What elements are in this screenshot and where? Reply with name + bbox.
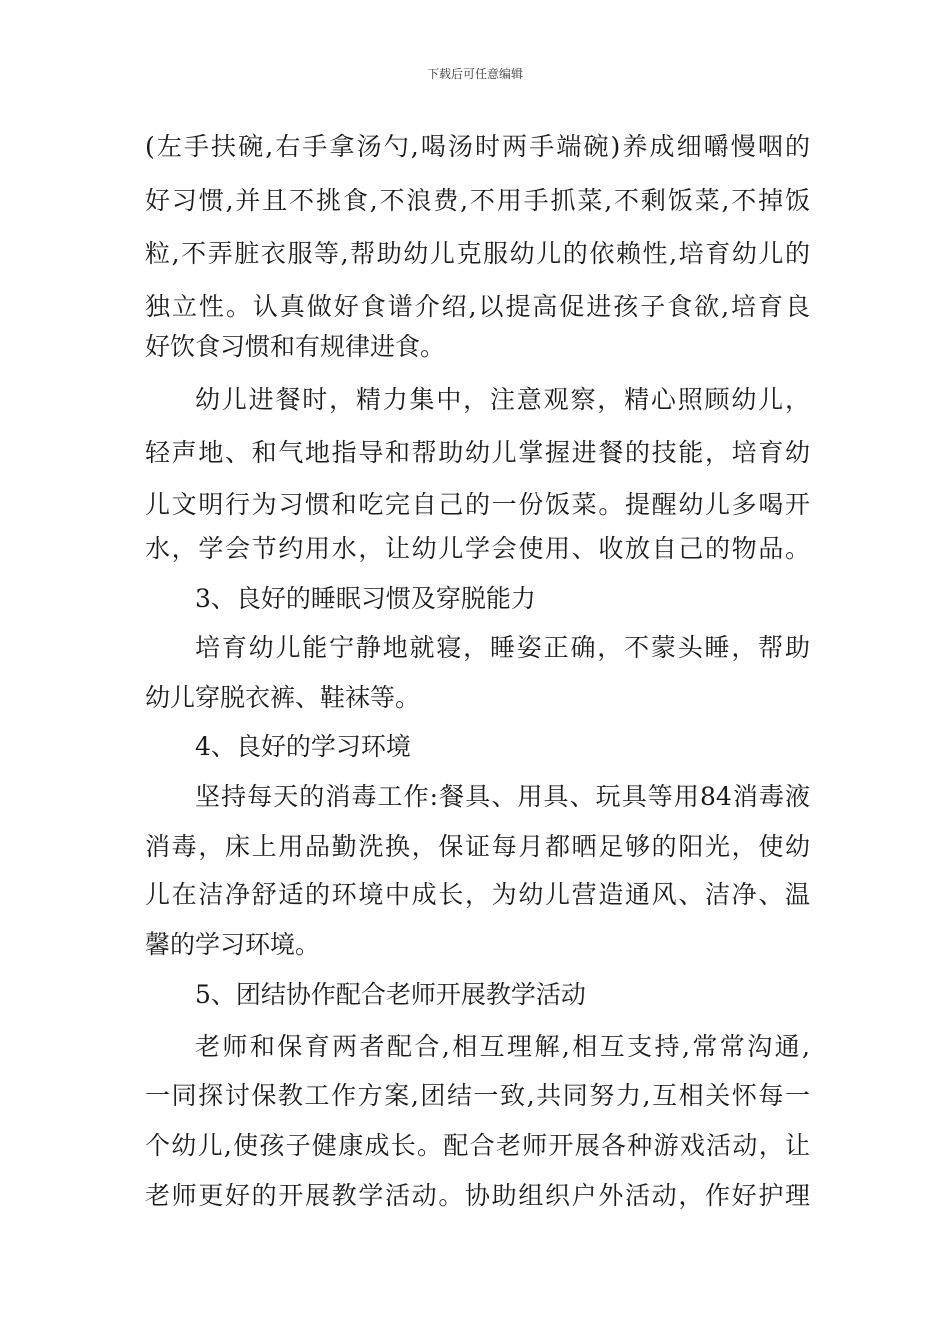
body-line: 儿在洁净舒适的环境中成长，为幼儿营造通风、洁净、温 [145,880,810,909]
page-header: 下载后可任意编辑 [426,67,523,81]
body-line: 好习惯,并且不挑食,不浪费,不用手抓菜,不剩饭菜,不掉饭 [145,186,810,215]
body-line: 坚持每天的消毒工作:餐具、用具、玩具等用84消毒液 [195,782,810,811]
body-line: 儿文明行为习惯和吃完自己的一份饭菜。提醒幼儿多喝开 [145,490,810,519]
body-line: 老师更好的开展教学活动。协助组织户外活动，作好护理 [145,1181,810,1210]
body-line: 老师和保育两者配合,相互理解,相互支持,常常沟通, [195,1032,810,1061]
section-heading: 4、良好的学习环境 [195,732,411,761]
body-line: 培育幼儿能宁静地就寝，睡姿正确，不蒙头睡，帮助 [195,633,810,662]
section-heading: 3、良好的睡眠习惯及穿脱能力 [195,584,536,613]
body-line: 个幼儿,使孩子健康成长。配合老师开展各种游戏活动，让 [145,1131,810,1160]
section-heading: 5、团结协作配合老师开展教学活动 [195,980,586,1009]
body-line: 轻声地、和气地指导和帮助幼儿掌握进餐的技能，培育幼 [145,438,810,467]
body-line: 馨的学习环境。 [145,930,321,959]
body-line: 消毒，床上用品勤洗换，保证每月都晒足够的阳光，使幼 [145,832,810,861]
body-line: 幼儿进餐时，精力集中，注意观察，精心照顾幼儿， [195,385,810,414]
body-line: 独立性。认真做好食谱介绍,以提高促进孩子食欲,培育良 [145,292,810,321]
body-line: 粒,不弄脏衣服等,帮助幼儿克服幼儿的依赖性,培育幼儿的 [145,239,810,268]
body-line: 幼儿穿脱衣裤、鞋袜等。 [145,683,421,712]
body-line: (左手扶碗,右手拿汤勺,喝汤时两手端碗)养成细嚼慢咽的 [145,132,810,161]
body-line: 一同探讨保教工作方案,团结一致,共同努力,互相关怀每一 [145,1081,810,1110]
body-line: 好饮食习惯和有规律进食。 [145,332,446,361]
body-line: 水，学会节约用水，让幼儿学会使用、收放自己的物品。 [145,534,810,563]
